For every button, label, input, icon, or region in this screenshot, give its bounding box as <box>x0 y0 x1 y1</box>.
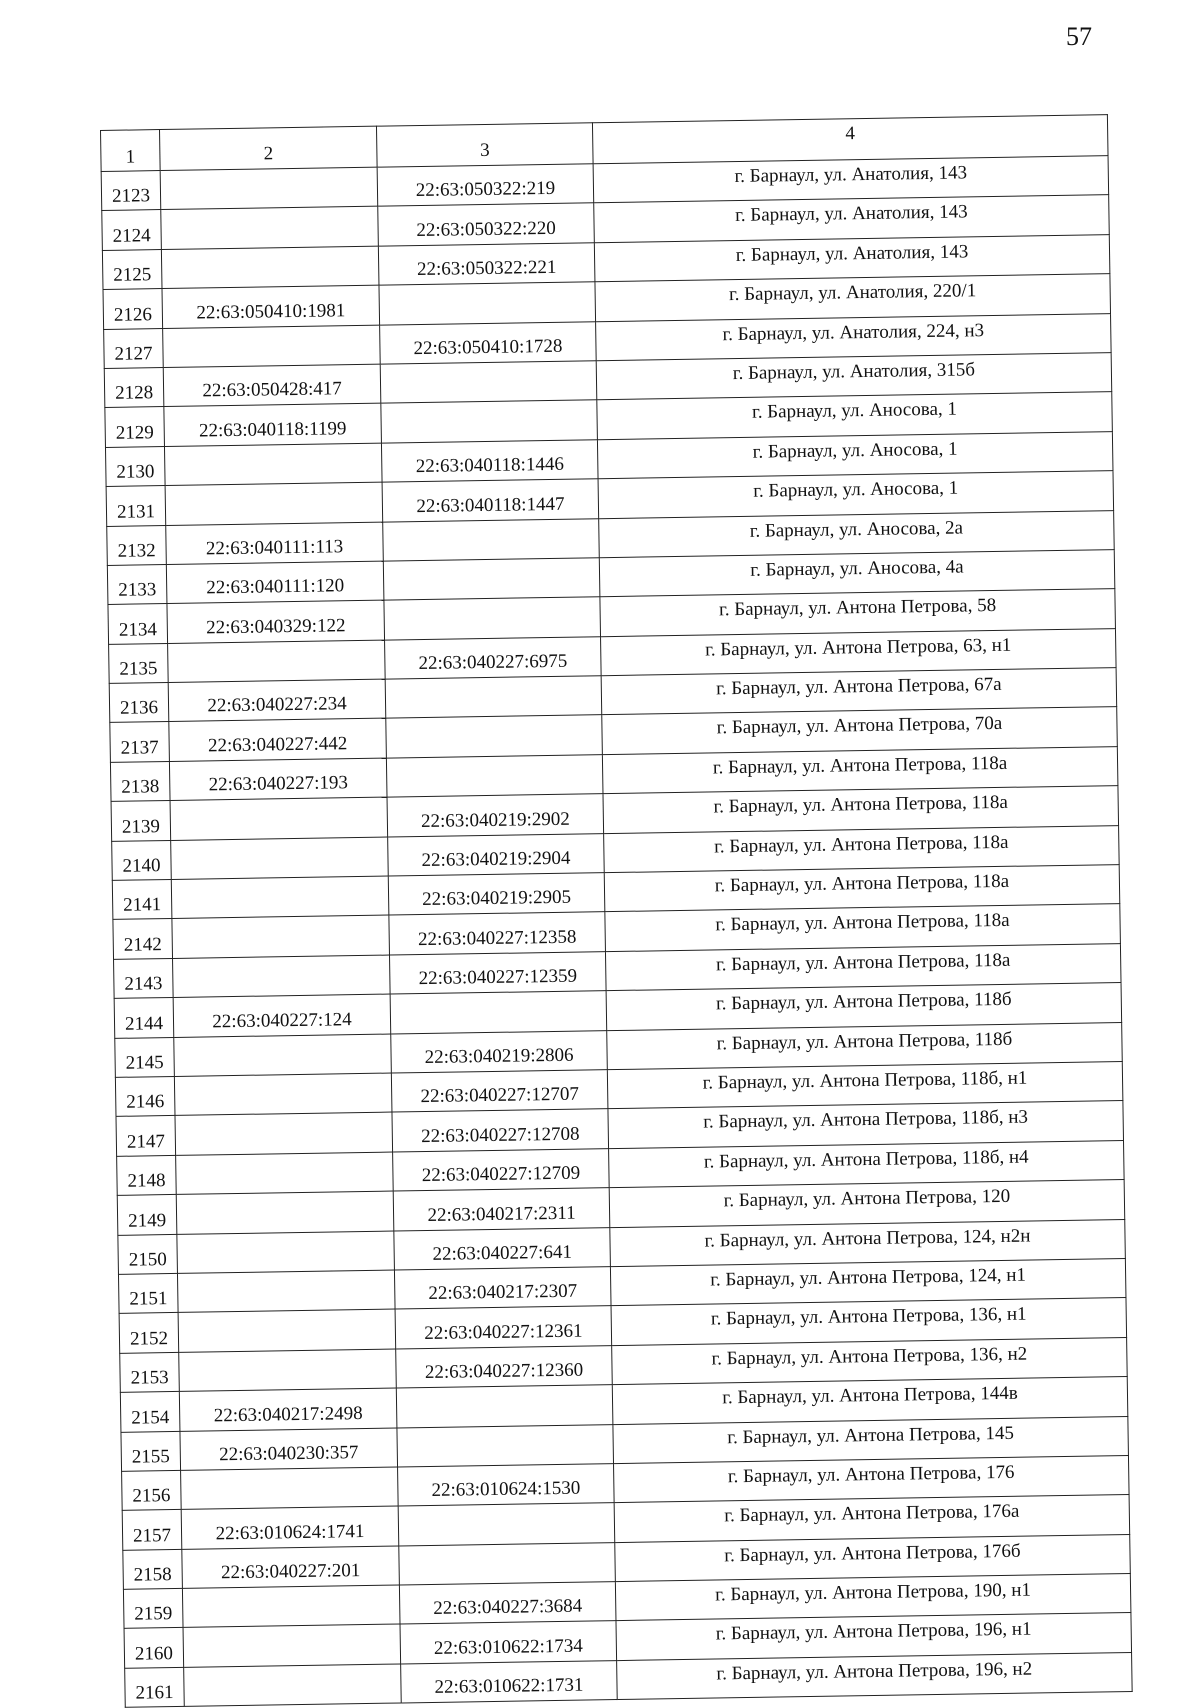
cadastral-number-cell <box>175 1112 393 1155</box>
cadastral-number-cell <box>161 207 379 250</box>
cadastral-number-cell <box>160 167 378 210</box>
row-number-cell: 2127 <box>104 328 164 368</box>
address-cell: г. Барнаул, ул. Аносова, 4а <box>599 550 1115 597</box>
address-cell: г. Барнаул, ул. Анатолия, 143 <box>594 195 1110 242</box>
premises-number-cell <box>381 400 598 443</box>
premises-number-cell: 22:63:040227:12361 <box>395 1306 612 1349</box>
premises-number-cell: 22:63:040217:2311 <box>393 1188 610 1231</box>
page-number: 57 <box>1066 22 1092 51</box>
address-cell: г. Барнаул, ул. Антона Петрова, 70а <box>602 707 1118 754</box>
registry-table <box>100 114 1133 1708</box>
cadastral-number-cell <box>170 797 388 840</box>
row-number-cell: 2149 <box>117 1195 177 1235</box>
cadastral-number-cell <box>165 482 383 525</box>
premises-number-cell: 22:63:040227:6975 <box>385 636 602 679</box>
cadastral-number-cell: 22:63:040230:357 <box>180 1427 398 1470</box>
row-number-cell: 2145 <box>115 1037 175 1077</box>
premises-number-cell <box>390 991 607 1034</box>
table-body <box>101 156 1132 1708</box>
address-cell: г. Барнаул, ул. Антона Петрова, 144в <box>612 1377 1128 1424</box>
row-number-cell: 2135 <box>109 643 169 683</box>
row-number-cell: 2141 <box>112 880 172 920</box>
cadastral-number-cell: 22:63:040227:193 <box>169 758 387 801</box>
address-cell: г. Барнаул, ул. Антона Петрова, 118а <box>604 865 1120 912</box>
premises-number-cell: 22:63:040227:641 <box>394 1227 611 1270</box>
cadastral-number-cell: 22:63:040111:113 <box>166 522 384 565</box>
address-cell: г. Барнаул, ул. Антона Петрова, 136, н2 <box>612 1337 1128 1384</box>
address-cell: г. Барнаул, ул. Анатолия, 143 <box>594 234 1110 281</box>
cadastral-number-cell <box>176 1191 394 1234</box>
cadastral-number-cell <box>184 1664 402 1707</box>
row-number-cell: 2152 <box>119 1313 179 1353</box>
row-number-cell: 2158 <box>123 1549 183 1589</box>
header-col-3: 3 <box>376 123 593 167</box>
address-cell: г. Барнаул, ул. Антона Петрова, 118б <box>607 1022 1123 1069</box>
address-cell: г. Барнаул, ул. Антона Петрова, 118а <box>602 746 1118 793</box>
premises-number-cell <box>398 1503 615 1546</box>
premises-number-cell: 22:63:010624:1530 <box>398 1463 615 1506</box>
cadastral-number-cell <box>173 955 391 998</box>
address-cell: г. Барнаул, ул. Анатолия, 220/1 <box>595 274 1111 321</box>
address-cell: г. Барнаул, ул. Антона Петрова, 176 <box>614 1455 1130 1502</box>
row-number-cell: 2123 <box>101 171 161 211</box>
premises-number-cell: 22:63:040227:12358 <box>389 912 606 955</box>
cadastral-number-cell: 22:63:050410:1981 <box>162 285 380 328</box>
premises-number-cell: 22:63:010622:1734 <box>400 1621 617 1664</box>
premises-number-cell: 22:63:040227:12360 <box>396 1345 613 1388</box>
row-number-cell: 2124 <box>102 210 162 250</box>
premises-number-cell: 22:63:040227:12707 <box>391 1070 608 1113</box>
premises-number-cell <box>379 282 596 325</box>
address-cell: г. Барнаул, ул. Антона Петрова, 118б, н1 <box>607 1062 1123 1109</box>
address-cell: г. Барнаул, ул. Антона Петрова, 118б, н3 <box>608 1101 1124 1148</box>
registry-table-container <box>100 114 1133 1708</box>
premises-number-cell: 22:63:040217:2307 <box>394 1267 611 1310</box>
row-number-cell: 2129 <box>105 407 165 447</box>
cadastral-number-cell <box>174 1034 392 1077</box>
row-number-cell: 2155 <box>121 1431 181 1471</box>
premises-number-cell <box>380 361 597 404</box>
cadastral-number-cell: 22:63:040227:442 <box>169 719 387 762</box>
row-number-cell: 2132 <box>107 525 167 565</box>
premises-number-cell: 22:63:040227:12359 <box>389 951 606 994</box>
premises-number-cell <box>386 755 603 798</box>
cadastral-number-cell <box>171 837 389 880</box>
cadastral-number-cell <box>176 1152 394 1195</box>
premises-number-cell <box>385 676 602 719</box>
premises-number-cell: 22:63:050322:220 <box>378 203 595 246</box>
premises-number-cell: 22:63:040219:2806 <box>391 1030 608 1073</box>
cadastral-number-cell <box>177 1231 395 1274</box>
address-cell: г. Барнаул, ул. Антона Петрова, 63, н1 <box>601 628 1117 675</box>
address-cell: г. Барнаул, ул. Аносова, 1 <box>597 431 1113 478</box>
row-number-cell: 2137 <box>110 722 170 762</box>
row-number-cell: 2148 <box>117 1155 177 1195</box>
row-number-cell: 2125 <box>102 249 162 289</box>
address-cell: г. Барнаул, ул. Аносова, 2а <box>599 510 1115 557</box>
row-number-cell: 2156 <box>122 1470 182 1510</box>
cadastral-number-cell: 22:63:040217:2498 <box>179 1388 397 1431</box>
row-number-cell: 2128 <box>104 367 164 407</box>
cadastral-number-cell: 22:63:010624:1741 <box>181 1506 399 1549</box>
header-col-2: 2 <box>160 126 378 170</box>
cadastral-number-cell: 22:63:040329:122 <box>167 600 385 643</box>
row-number-cell: 2133 <box>107 564 167 604</box>
premises-number-cell <box>383 558 600 601</box>
premises-number-cell <box>386 715 603 758</box>
row-number-cell: 2147 <box>116 1116 176 1156</box>
premises-number-cell: 22:63:040219:2902 <box>387 794 604 837</box>
cadastral-number-cell: 22:63:040227:124 <box>173 994 391 1037</box>
cadastral-number-cell <box>177 1270 395 1313</box>
cadastral-number-cell <box>181 1467 399 1510</box>
premises-number-cell: 22:63:050322:221 <box>378 243 595 286</box>
cadastral-number-cell <box>171 876 389 919</box>
cadastral-number-cell <box>179 1349 397 1392</box>
cadastral-number-cell: 22:63:040111:120 <box>166 561 384 604</box>
premises-number-cell: 22:63:050410:1728 <box>380 321 597 364</box>
header-col-4: 4 <box>592 115 1108 164</box>
cadastral-number-cell <box>182 1585 400 1628</box>
row-number-cell: 2151 <box>118 1273 178 1313</box>
address-cell: г. Барнаул, ул. Анатолия, 315б <box>596 353 1112 400</box>
cadastral-number-cell: 22:63:050428:417 <box>163 364 381 407</box>
premises-number-cell: 22:63:040227:3684 <box>399 1582 616 1625</box>
premises-number-cell: 22:63:040227:12708 <box>392 1109 609 1152</box>
premises-number-cell: 22:63:040118:1446 <box>381 439 598 482</box>
cadastral-number-cell <box>174 1073 392 1116</box>
address-cell: г. Барнаул, ул. Антона Петрова, 190, н1 <box>615 1574 1131 1621</box>
cadastral-number-cell: 22:63:040227:234 <box>168 679 386 722</box>
address-cell: г. Барнаул, ул. Аносова, 1 <box>597 392 1113 439</box>
row-number-cell: 2138 <box>110 761 170 801</box>
premises-number-cell <box>397 1424 614 1467</box>
cadastral-number-cell: 22:63:040227:201 <box>182 1546 400 1589</box>
address-cell: г. Барнаул, ул. Антона Петрова, 124, н2н <box>610 1219 1126 1266</box>
premises-number-cell: 22:63:040219:2904 <box>388 833 605 876</box>
row-number-cell: 2160 <box>124 1628 184 1668</box>
row-number-cell: 2143 <box>114 958 174 998</box>
row-number-cell: 2154 <box>120 1392 180 1432</box>
row-number-cell: 2139 <box>111 801 171 841</box>
address-cell: г. Барнаул, ул. Антона Петрова, 124, н1 <box>610 1258 1126 1305</box>
premises-number-cell: 22:63:040227:12709 <box>393 1148 610 1191</box>
cadastral-number-cell: 22:63:040118:1199 <box>164 403 382 446</box>
address-cell: г. Барнаул, ул. Антона Петрова, 136, н1 <box>611 1298 1127 1345</box>
address-cell: г. Барнаул, ул. Аносова, 1 <box>598 471 1114 518</box>
address-cell: г. Барнаул, ул. Антона Петрова, 118а <box>604 825 1120 872</box>
address-cell: г. Барнаул, ул. Антона Петрова, 196, н1 <box>616 1613 1132 1660</box>
cadastral-number-cell <box>178 1309 396 1352</box>
premises-number-cell: 22:63:010622:1731 <box>401 1660 618 1703</box>
premises-number-cell: 22:63:050322:219 <box>377 164 594 207</box>
cadastral-number-cell <box>183 1624 401 1667</box>
cadastral-number-cell <box>161 246 379 289</box>
premises-number-cell <box>383 518 600 561</box>
cadastral-number-cell <box>164 443 382 486</box>
row-number-cell: 2126 <box>103 289 163 329</box>
address-cell: г. Барнаул, ул. Антона Петрова, 176б <box>615 1534 1131 1581</box>
address-cell: г. Барнаул, ул. Антона Петрова, 118б, н4 <box>609 1140 1125 1187</box>
row-number-cell: 2134 <box>108 604 168 644</box>
premises-number-cell <box>384 597 601 640</box>
premises-number-cell <box>396 1385 613 1428</box>
row-number-cell: 2161 <box>125 1667 185 1707</box>
address-cell: г. Барнаул, ул. Анатолия, 143 <box>593 156 1109 203</box>
premises-number-cell: 22:63:040118:1447 <box>382 479 599 522</box>
address-cell: г. Барнаул, ул. Антона Петрова, 67а <box>601 668 1117 715</box>
address-cell: г. Барнаул, ул. Антона Петрова, 120 <box>609 1180 1125 1227</box>
address-cell: г. Барнаул, ул. Антона Петрова, 145 <box>613 1416 1129 1463</box>
row-number-cell: 2144 <box>114 998 174 1038</box>
row-number-cell: 2150 <box>118 1234 178 1274</box>
cadastral-number-cell <box>172 915 390 958</box>
row-number-cell: 2131 <box>106 486 166 526</box>
row-number-cell: 2130 <box>105 446 165 486</box>
premises-number-cell <box>399 1542 616 1585</box>
row-number-cell: 2159 <box>123 1588 183 1628</box>
address-cell: г. Барнаул, ул. Антона Петрова, 118а <box>603 786 1119 833</box>
address-cell: г. Барнаул, ул. Антона Петрова, 58 <box>600 589 1116 636</box>
address-cell: г. Барнаул, ул. Антона Петрова, 118а <box>605 904 1121 951</box>
row-number-cell: 2136 <box>109 683 169 723</box>
header-col-1: 1 <box>101 130 161 172</box>
address-cell: г. Барнаул, ул. Антона Петрова, 176а <box>614 1495 1130 1542</box>
row-number-cell: 2157 <box>122 1510 182 1550</box>
premises-number-cell: 22:63:040219:2905 <box>388 873 605 916</box>
address-cell: г. Барнаул, ул. Антона Петрова, 118а <box>605 943 1121 990</box>
row-number-cell: 2142 <box>113 919 173 959</box>
address-cell: г. Барнаул, ул. Анатолия, 224, н3 <box>596 313 1112 360</box>
row-number-cell: 2146 <box>115 1076 175 1116</box>
row-number-cell: 2140 <box>112 840 172 880</box>
address-cell: г. Барнаул, ул. Антона Петрова, 118б <box>606 983 1122 1030</box>
row-number-cell: 2153 <box>120 1352 180 1392</box>
cadastral-number-cell <box>168 640 386 683</box>
cadastral-number-cell <box>163 325 381 368</box>
address-cell: г. Барнаул, ул. Антона Петрова, 196, н2 <box>617 1652 1133 1699</box>
